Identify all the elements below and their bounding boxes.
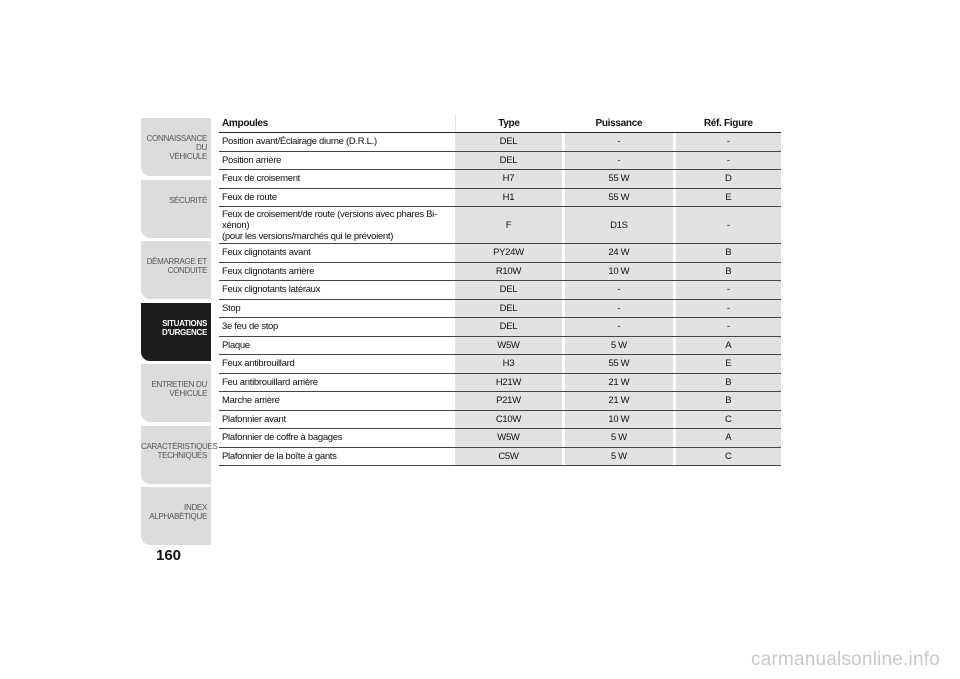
- table-row: [219, 411, 781, 430]
- bulb-type-cell: PY24W: [455, 244, 562, 262]
- header-figure-ref: Réf. Figure: [676, 115, 781, 132]
- chapter-tab[interactable]: [141, 180, 211, 238]
- bulb-power-cell: 21 W: [565, 392, 672, 410]
- chapter-tab[interactable]: [141, 487, 211, 545]
- figure-ref-cell: E: [676, 355, 781, 373]
- table-row: [219, 133, 781, 152]
- table-row: [219, 337, 781, 356]
- header-power: Puissance: [565, 115, 672, 132]
- page-number: 160: [156, 547, 182, 564]
- chapter-tab-label: VÉHICULE: [169, 152, 207, 161]
- figure-ref-cell: -: [676, 318, 781, 336]
- bulb-name-cell: Position arrière: [222, 154, 282, 166]
- table-row: [219, 392, 781, 411]
- table-row: [219, 263, 781, 282]
- bulb-type-cell: DEL: [455, 300, 562, 318]
- table-row: [219, 152, 781, 171]
- figure-ref-cell: D: [676, 170, 781, 188]
- chapter-tab-label: CARACTÉRISTIQUES: [141, 441, 218, 451]
- bulb-power-cell: D1S: [565, 207, 672, 243]
- chapter-tab-label: DÉMARRAGE ET: [146, 257, 207, 266]
- figure-ref-cell: C: [676, 411, 781, 429]
- figure-ref-cell: A: [676, 337, 781, 355]
- bulb-power-cell: -: [565, 133, 672, 151]
- bulb-type-cell: P21W: [455, 392, 562, 410]
- figure-ref-cell: A: [676, 429, 781, 447]
- chapter-tab[interactable]: [141, 303, 211, 361]
- bulb-name-cell: Plafonnier de coffre à bagages: [222, 432, 343, 444]
- table-row: [219, 300, 781, 319]
- figure-ref-cell: -: [676, 207, 781, 243]
- bulb-name-cell: Plafonnier de la boîte à gants: [222, 450, 337, 462]
- bulb-power-cell: -: [565, 152, 672, 170]
- table-row: [219, 281, 781, 300]
- bulb-name-cell: Stop: [222, 302, 241, 314]
- table-row: [219, 374, 781, 393]
- bulb-name-cell: Feux clignotants latéraux: [222, 284, 321, 296]
- chapter-sidebar: [141, 118, 218, 549]
- figure-ref-cell: B: [676, 392, 781, 410]
- bulb-type-cell: H7: [455, 170, 562, 188]
- bulb-power-cell: -: [565, 281, 672, 299]
- table-header-row: [219, 115, 781, 133]
- chapter-tab[interactable]: [141, 118, 211, 176]
- bulb-type-cell: DEL: [455, 152, 562, 170]
- figure-ref-cell: B: [676, 263, 781, 281]
- bulb-type-cell: W5W: [455, 429, 562, 447]
- figure-ref-cell: -: [676, 133, 781, 151]
- bulb-power-cell: -: [565, 300, 672, 318]
- bulb-power-cell: 55 W: [565, 189, 672, 207]
- table-row: [219, 355, 781, 374]
- chapter-tab-label: VÉHICULE: [169, 389, 207, 398]
- bulb-power-cell: 21 W: [565, 374, 672, 392]
- chapter-tab-label: TECHNIQUES: [157, 450, 207, 460]
- bulb-power-cell: 5 W: [565, 429, 672, 447]
- chapter-tab-label: ALPHABÉTIQUE: [149, 512, 207, 521]
- chapter-tab-label: SITUATIONS: [162, 318, 207, 328]
- watermark: carmanualsonline.info: [750, 649, 940, 670]
- bulb-name-cell: Feux clignotants arrière: [222, 265, 315, 277]
- chapter-tab-label: INDEX: [184, 503, 207, 512]
- bulb-type-cell: F: [455, 207, 562, 243]
- chapter-tab[interactable]: [141, 241, 211, 299]
- chapter-tab-label: D'URGENCE: [162, 327, 207, 337]
- bulb-power-cell: 24 W: [565, 244, 672, 262]
- bulb-name-cell: 3e feu de stop: [222, 321, 279, 333]
- figure-ref-cell: -: [676, 281, 781, 299]
- table-body: [219, 133, 781, 466]
- chapter-tab-label: CONDUITE: [167, 266, 207, 275]
- bulb-power-cell: 5 W: [565, 337, 672, 355]
- bulb-name-cell: Feux de croisement: [222, 173, 301, 185]
- figure-ref-cell: -: [676, 152, 781, 170]
- chapter-tab-label: SÉCURITÉ: [168, 195, 207, 205]
- bulb-name-cell: Marche arrière: [222, 395, 280, 407]
- bulb-type-cell: W5W: [455, 337, 562, 355]
- bulb-name-cell: Plafonnier avant: [222, 413, 286, 425]
- bulb-table: [219, 115, 781, 466]
- table-row: [219, 448, 781, 467]
- bulb-type-cell: H3: [455, 355, 562, 373]
- bulb-type-cell: R10W: [455, 263, 562, 281]
- chapter-tab[interactable]: [141, 364, 211, 422]
- bulb-power-cell: -: [565, 318, 672, 336]
- bulb-type-cell: H21W: [455, 374, 562, 392]
- bulb-type-cell: DEL: [455, 133, 562, 151]
- header-type: Type: [455, 115, 562, 132]
- chapter-tab-label: CONNAISSANCE DU: [146, 134, 207, 152]
- header-bulbs: Ampoules: [219, 115, 454, 132]
- bulb-name-cell: Feu antibrouillard arrière: [222, 376, 318, 388]
- table-row: [219, 429, 781, 448]
- table-row: [219, 318, 781, 337]
- bulb-type-cell: C5W: [455, 448, 562, 466]
- bulb-power-cell: 55 W: [565, 355, 672, 373]
- chapter-tab-label: ENTRETIEN DU: [151, 380, 207, 389]
- bulb-type-cell: DEL: [455, 318, 562, 336]
- bulb-power-cell: 55 W: [565, 170, 672, 188]
- figure-ref-cell: B: [676, 244, 781, 262]
- bulb-type-cell: C10W: [455, 411, 562, 429]
- table-row: [219, 170, 781, 189]
- bulb-power-cell: 5 W: [565, 448, 672, 466]
- table-row: [219, 207, 781, 244]
- bulb-power-cell: 10 W: [565, 411, 672, 429]
- table-row: [219, 189, 781, 208]
- bulb-name-cell: Feux clignotants avant: [222, 247, 311, 259]
- figure-ref-cell: E: [676, 189, 781, 207]
- bulb-type-cell: DEL: [455, 281, 562, 299]
- bulb-name-cell: Feux de route: [222, 191, 277, 203]
- chapter-tab[interactable]: [141, 426, 218, 484]
- figure-ref-cell: C: [676, 448, 781, 466]
- figure-ref-cell: B: [676, 374, 781, 392]
- table-row: [219, 244, 781, 263]
- bulb-name-cell: Feux de croisement/de route (versions avec phares Bi-xénon) (pour les versions/marchés qui le prévoient): [222, 208, 437, 242]
- bulb-type-cell: H1: [455, 189, 562, 207]
- bulb-name-cell: Feux antibrouillard: [222, 358, 295, 370]
- bulb-power-cell: 10 W: [565, 263, 672, 281]
- figure-ref-cell: -: [676, 300, 781, 318]
- bulb-name-cell: Position avant/Éclairage diurne (D.R.L.): [222, 136, 377, 148]
- bulb-name-cell: Plaque: [222, 339, 250, 351]
